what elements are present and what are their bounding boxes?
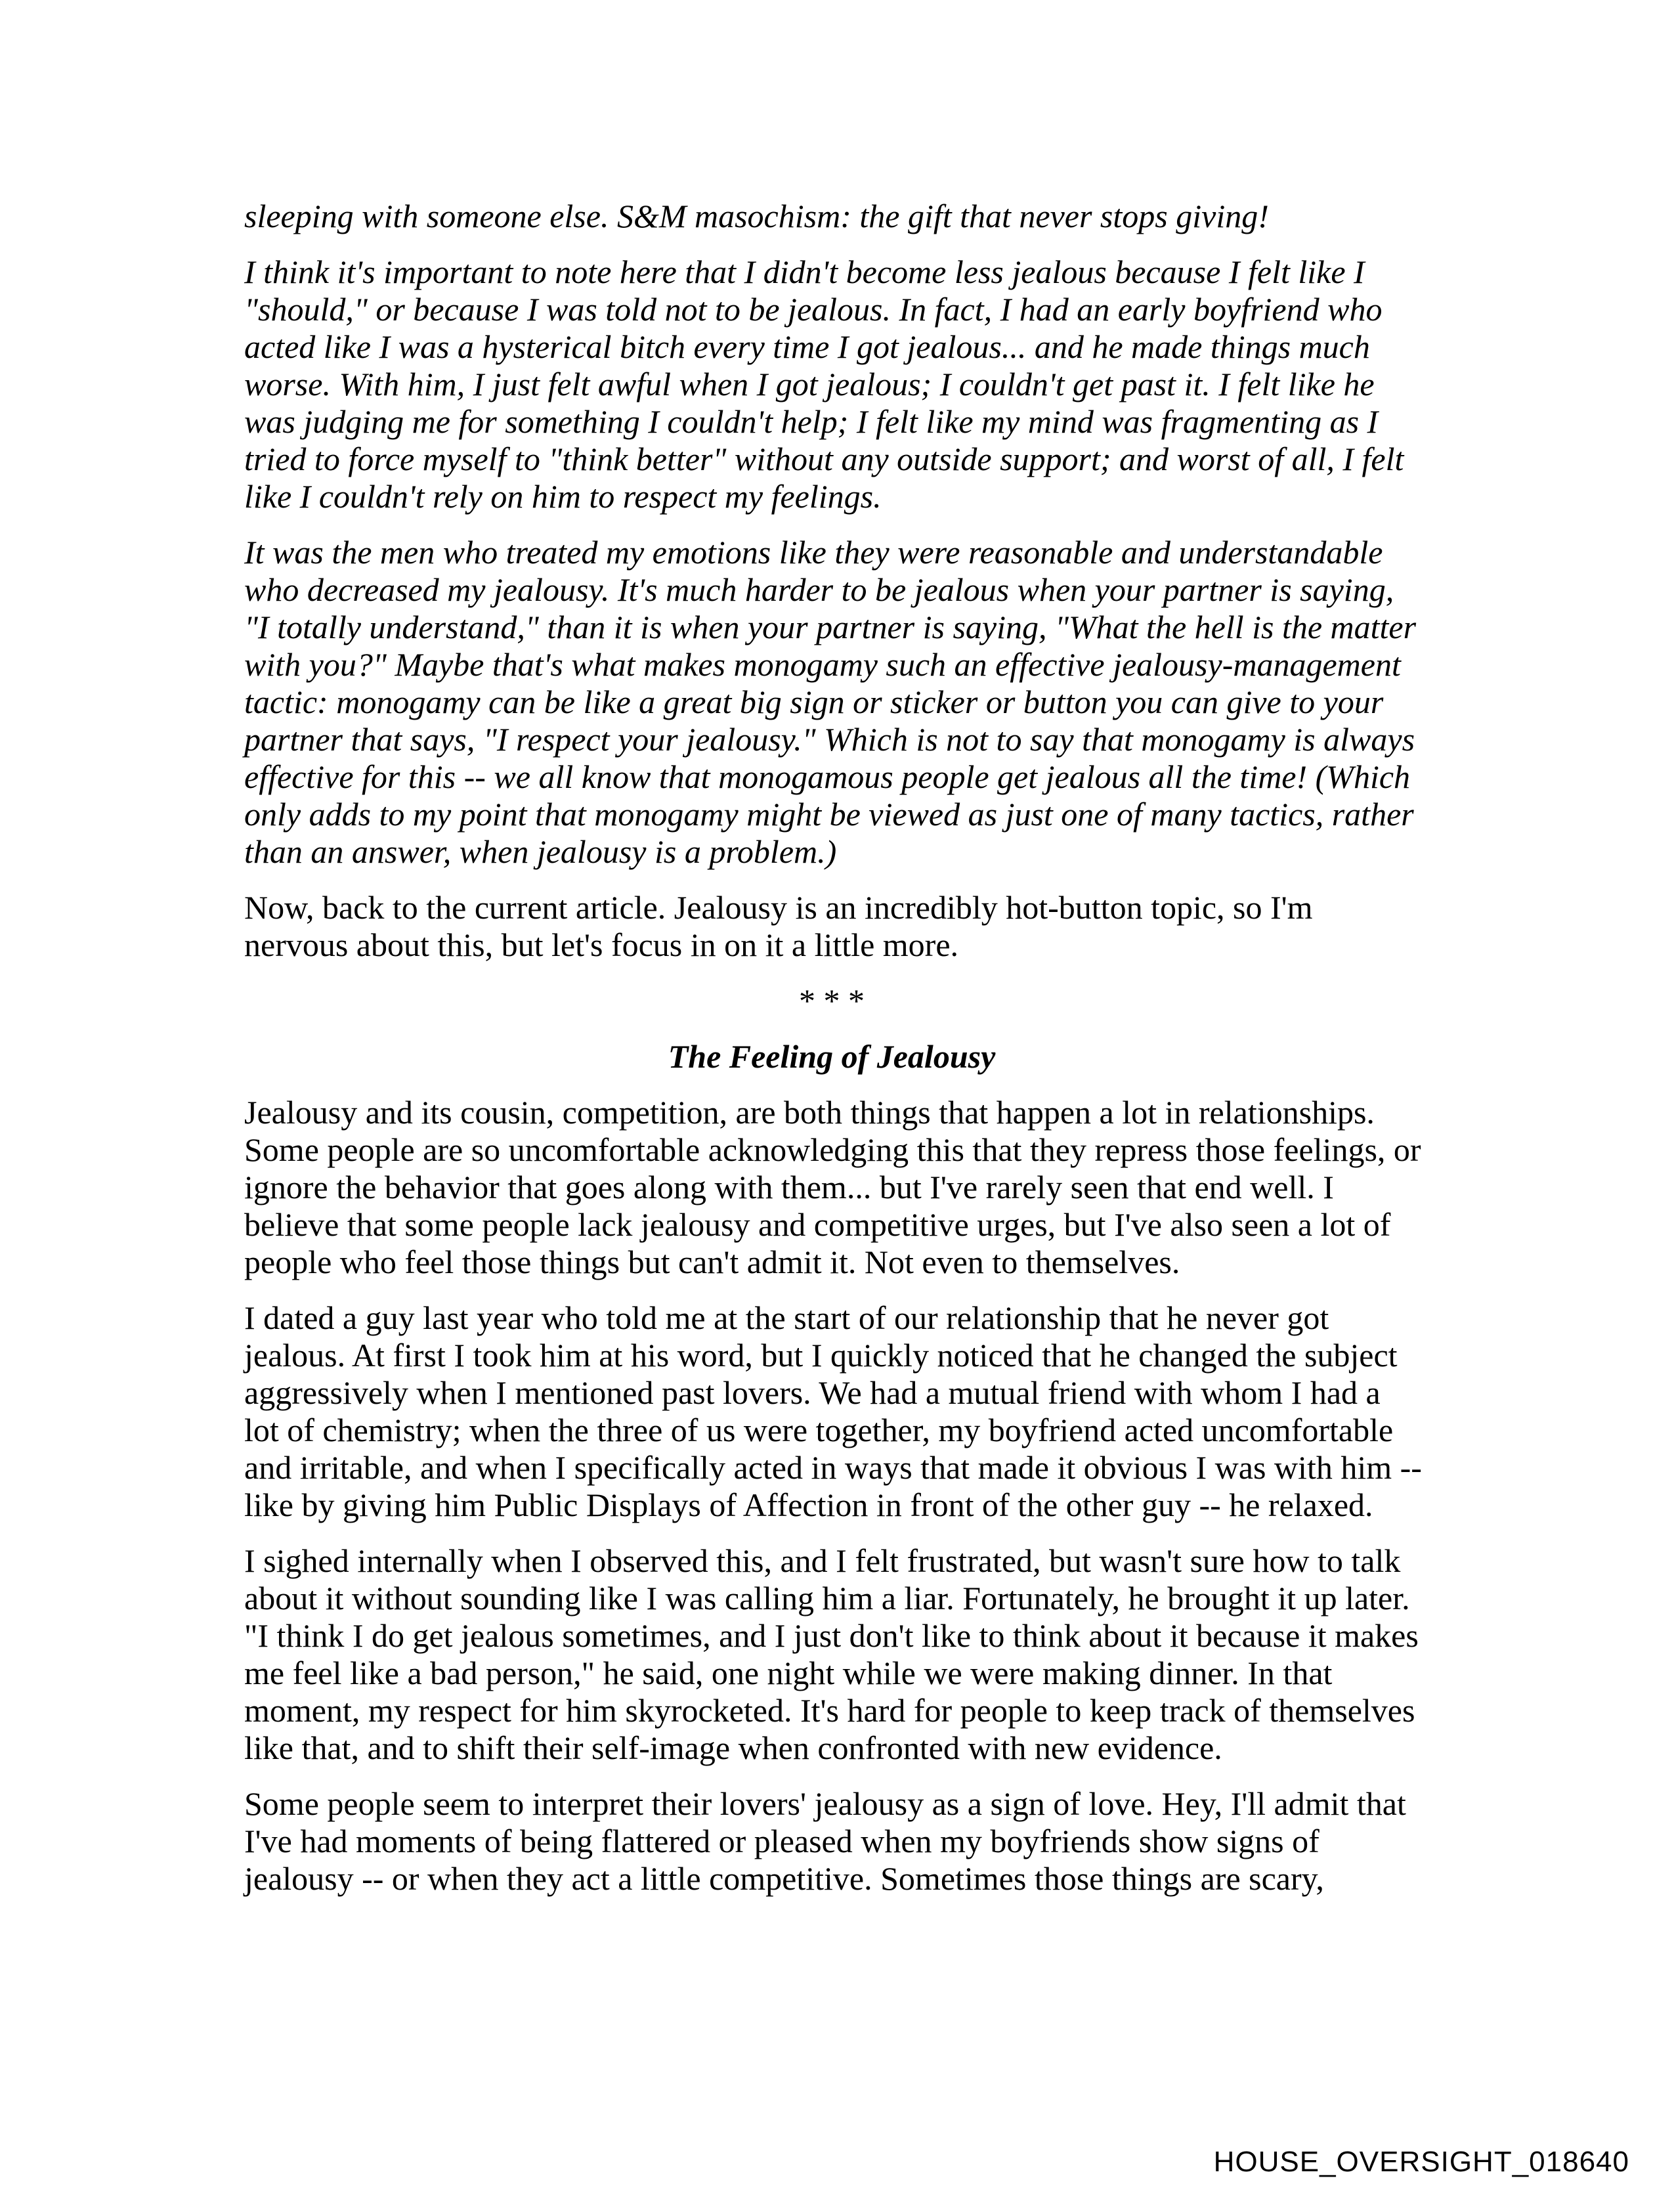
text-line: partner that says, "I respect your jealousy." Which is not to say that monogamy is always (244, 721, 1415, 758)
paragraph (244, 1785, 1426, 1898)
text-line: and irritable, and when I specifically acted in ways that made it obvious I was with him -- (244, 1449, 1422, 1486)
text-line: with you?" Maybe that's what makes monogamy such an effective jealousy-management (244, 646, 1401, 683)
text-line: I think it's important to note here that I didn't become less jealous because I felt like I (244, 253, 1365, 290)
paragraph (244, 1094, 1426, 1281)
bates-stamp: HOUSE_OVERSIGHT_018640 (1213, 2146, 1629, 2178)
section-heading: The Feeling of Jealousy (668, 1038, 996, 1075)
paragraph (244, 1542, 1426, 1767)
text-line: was judging me for something I couldn't help; I felt like my mind was fragmenting as I (244, 403, 1379, 440)
text-line: I dated a guy last year who told me at the start of our relationship that he never got (244, 1299, 1329, 1336)
text-line: about it without sounding like I was calling him a liar. Fortunately, he brought it up later. (244, 1580, 1410, 1616)
text-line: tactic: monogamy can be like a great big sign or sticker or button you can give to your (244, 683, 1384, 720)
text-line: Jealousy and its cousin, competition, are both things that happen a lot in relationships. (244, 1094, 1375, 1131)
text-line: believe that some people lack jealousy and competitive urges, but I've also seen a lot of (244, 1206, 1391, 1243)
text-line: "I think I do get jealous sometimes, and I just don't like to think about it because it makes (244, 1617, 1419, 1654)
text-line: like I couldn't rely on him to respect my feelings. (244, 478, 882, 515)
text-line: only adds to my point that monogamy might be viewed as just one of many tactics, rather (244, 796, 1414, 833)
paragraphs-after-heading (244, 1094, 1426, 1898)
text-line: me feel like a bad person," he said, one night while we were making dinner. In that (244, 1655, 1333, 1691)
text-line: effective for this -- we all know that monogamous people get jealous all the time! (Which (244, 758, 1411, 795)
text-line: I've had moments of being flattered or pleased when my boyfriends show signs of (244, 1823, 1320, 1859)
text-line: jealousy -- or when they act a little competitive. Sometimes those things are scary, (244, 1860, 1324, 1897)
text-line: It was the men who treated my emotions like they were reasonable and understandable (244, 534, 1383, 571)
text-line: acted like I was a hysterical bitch every time I got jealous... and he made things much (244, 328, 1370, 365)
text-line: "should," or because I was told not to be jealous. In fact, I had an early boyfriend who (244, 291, 1383, 328)
paragraph (244, 198, 1426, 235)
text-line: people who feel those things but can't admit it. Not even to themselves. (244, 1244, 1180, 1280)
paragraph (244, 253, 1426, 515)
text-line: nervous about this, but let's focus in on it a little more. (244, 926, 959, 963)
text-line: Some people are so uncomfortable acknowledging this that they repress those feelings, or (244, 1131, 1421, 1168)
text-line: Now, back to the current article. Jealousy is an incredibly hot-button topic, so I'm (244, 889, 1313, 926)
text-line: "I totally understand," than it is when your partner is saying, "What the hell is the matter (244, 609, 1417, 645)
paragraph (244, 1299, 1426, 1524)
text-line: ignore the behavior that goes along with them... but I've rarely seen that end well. I (244, 1169, 1334, 1205)
text-line: lot of chemistry; when the three of us were together, my boyfriend acted uncomfortable (244, 1412, 1394, 1448)
text-line: like that, and to shift their self-image when confronted with new evidence. (244, 1729, 1222, 1766)
paragraphs-before-heading (244, 198, 1426, 964)
document-body (244, 198, 1426, 1916)
text-line: tried to force myself to "think better" without any outside support; and worst of all, I felt (244, 441, 1404, 477)
text-line: I sighed internally when I observed this, and I felt frustrated, but wasn't sure how to talk (244, 1542, 1401, 1579)
text-line: Some people seem to interpret their lovers' jealousy as a sign of love. Hey, I'll admit that (244, 1785, 1406, 1822)
text-line: who decreased my jealousy. It's much harder to be jealous when your partner is saying, (244, 571, 1394, 608)
section-separator: * * * (799, 982, 865, 1019)
paragraph (244, 534, 1426, 871)
paragraph (244, 889, 1426, 964)
text-line: than an answer, when jealousy is a problem.) (244, 833, 837, 870)
text-line: worse. With him, I just felt awful when I got jealous; I couldn't get past it. I felt like he (244, 366, 1375, 402)
text-line: aggressively when I mentioned past lovers. We had a mutual friend with whom I had a (244, 1374, 1381, 1411)
text-line: jealous. At first I took him at his word, but I quickly noticed that he changed the subject (244, 1337, 1398, 1374)
text-line: moment, my respect for him skyrocketed. It's hard for people to keep track of themselves (244, 1692, 1415, 1729)
text-line: like by giving him Public Displays of Affection in front of the other guy -- he relaxed. (244, 1486, 1373, 1523)
text-line: sleeping with someone else. S&M masochism: the gift that never stops giving! (244, 198, 1269, 234)
